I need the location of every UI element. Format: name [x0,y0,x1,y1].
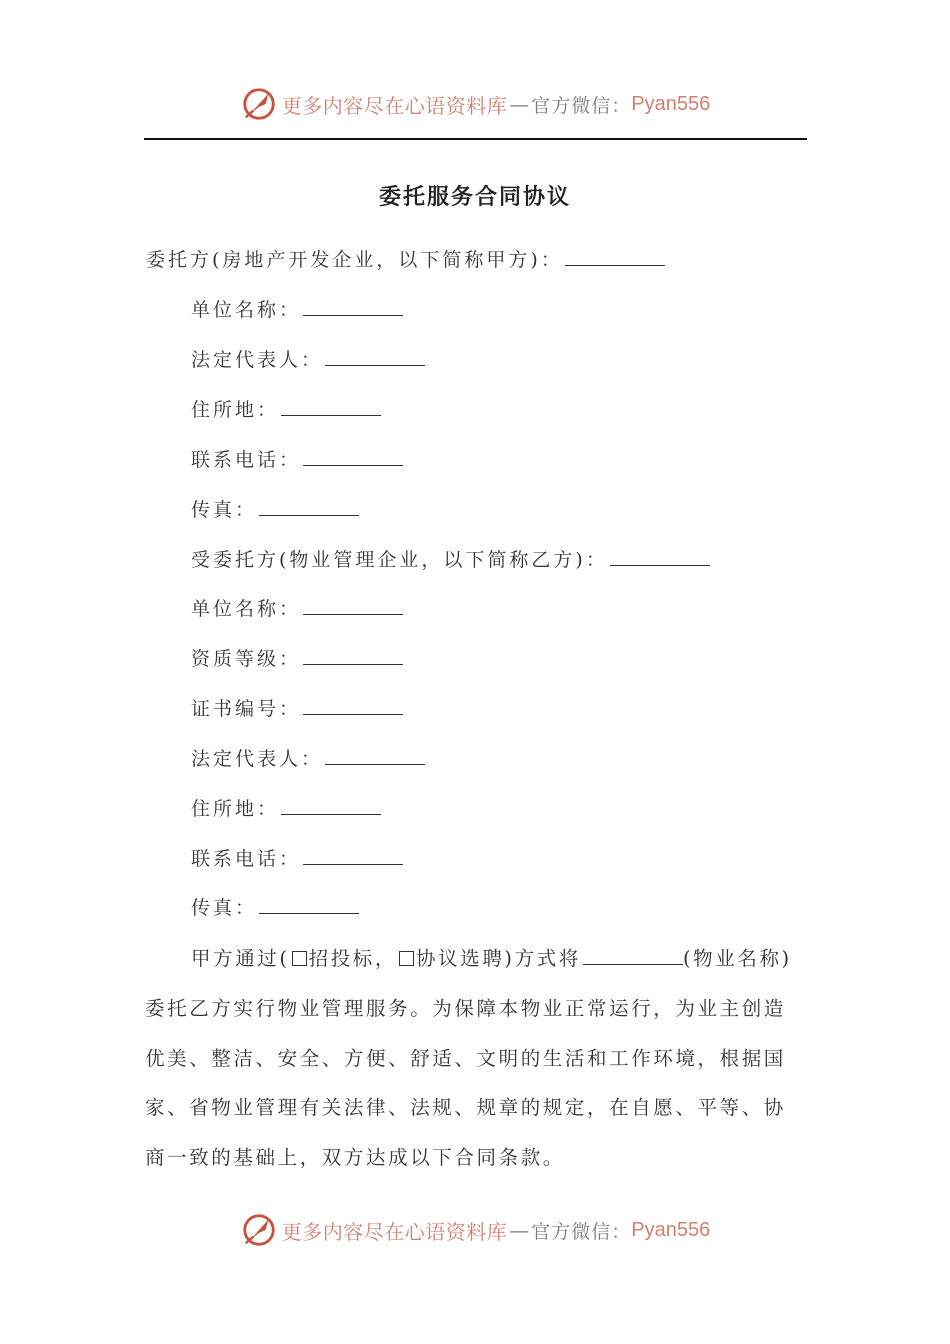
checkbox-icon [399,951,414,966]
party-a-field: 单位名称： [191,295,403,322]
blank-line [303,847,403,865]
party-b-field: 法定代表人： [191,744,425,771]
paragraph-line: 商一致的基础上，双方达成以下合同条款。 [145,1146,565,1170]
blank-line [303,298,403,316]
paragraph-line: 委托乙方实行物业管理服务。为保障本物业正常运行，为业主创造 [145,996,786,1020]
intro-paragraph [145,934,807,1183]
quill-logo-icon [240,85,278,123]
blank-line [303,448,403,466]
blank-line [325,348,425,366]
party-a-field: 住所地： [191,395,381,422]
party-b-field: 单位名称： [191,594,403,621]
blank-line [281,398,381,416]
party-b-heading: 受委托方(物业管理企业，以下简称乙方)： [191,545,710,572]
quill-logo-icon [240,1211,278,1249]
party-a-field: 传真： [191,495,359,522]
footer-banner [0,1210,950,1250]
banner-main-text: 更多内容尽在心语资料库 [281,1219,508,1244]
party-a-field: 法定代表人： [191,345,425,372]
banner-wechat-id: Pyan556 [631,1218,711,1241]
blank-line [565,248,665,266]
checkbox-icon [292,951,307,966]
paragraph-line: 家、省物业管理有关法律、法规、规章的规定，在自愿、平等、协 [145,1096,786,1120]
blank-line [303,647,403,665]
banner-main-text: 更多内容尽在心语资料库 [281,93,508,118]
banner-sub-text: 官方微信： [531,94,632,117]
party-b-field: 联系电话： [191,844,403,871]
header-rule [144,138,807,140]
blank-line [583,947,683,965]
blank-line [259,498,359,516]
document-title: 委托服务合同协议 [378,185,571,210]
blank-line [259,896,359,914]
paragraph-line: 优美、整洁、安全、方便、舒适、文明的生活和工作环境，根据国 [145,1046,786,1070]
banner-wechat-id: Pyan556 [631,92,711,115]
blank-line [303,597,403,615]
blank-line [325,747,425,765]
banner-separator: — [509,92,530,116]
party-a-field: 联系电话： [191,445,403,472]
party-a-heading: 委托方(房地产开发企业，以下简称甲方)： [146,245,665,272]
blank-line [303,697,403,715]
banner-sub-text: 官方微信： [531,1220,632,1243]
blank-line [610,548,710,566]
banner-separator: — [509,1218,530,1242]
party-b-field: 住所地： [191,794,381,821]
paragraph-line: 甲方通过( 招投标， 协议选聘)方式将 (物业名称) [191,947,792,970]
party-b-field: 资质等级： [191,644,403,671]
blank-line [281,797,381,815]
header-banner [0,84,950,124]
party-b-field: 证书编号： [191,694,403,721]
party-b-field: 传真： [191,893,359,920]
